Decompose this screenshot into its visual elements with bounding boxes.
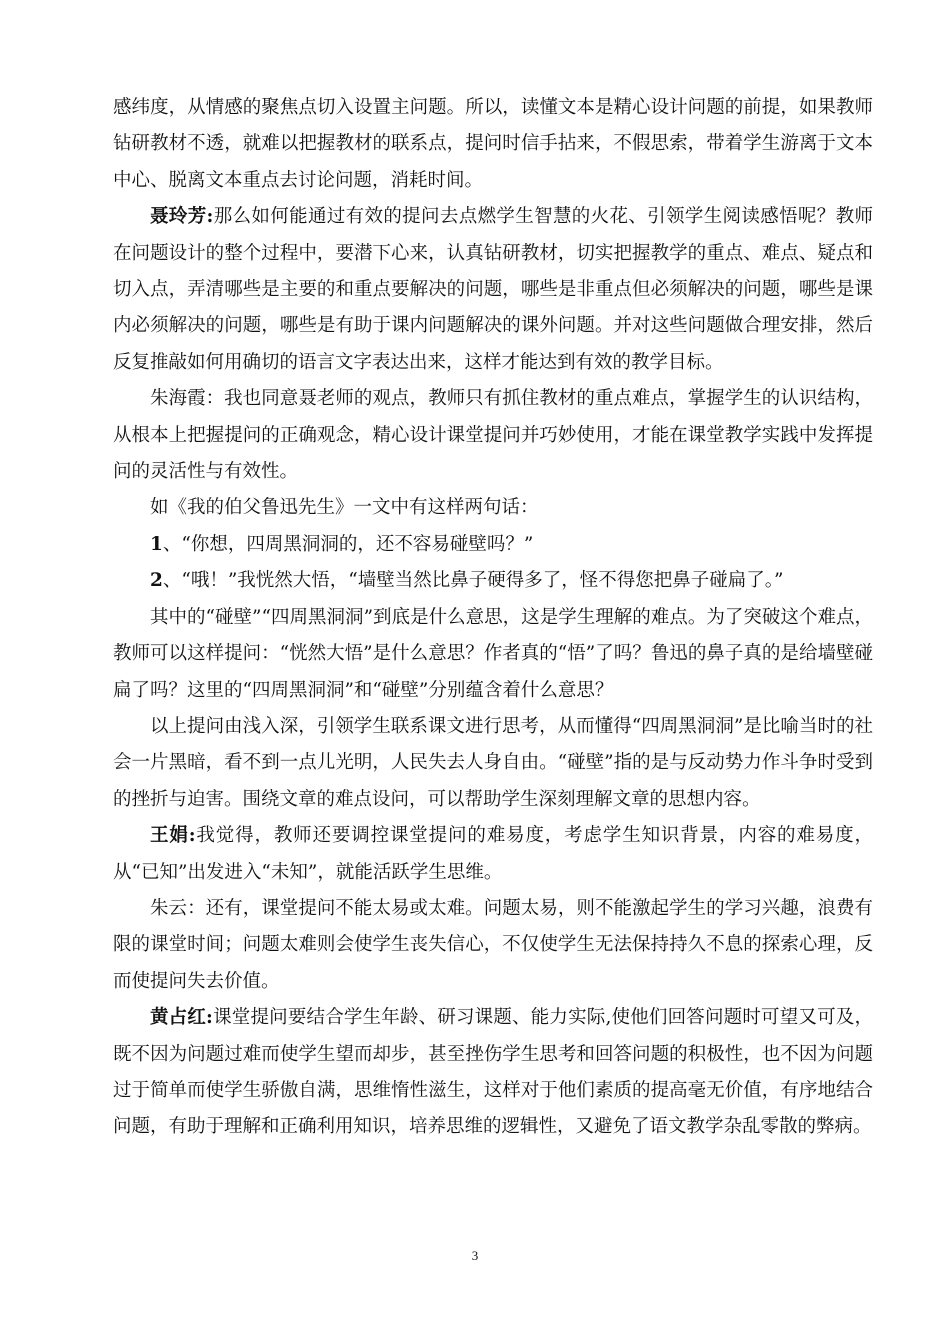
paragraph-text: 朱海霞：我也同意聂老师的观点，教师只有抓住教材的重点难点，掌握学生的认识结构，从根本上把握提问的正确观念，精心设计课堂提问并巧妙使用，才能在课堂教学实践中发挥提问的灵活性与有效性。 — [113, 388, 873, 483]
paragraph-text: 课堂提问要结合学生年龄、研习课题、能力实际,使他们回答问题时可望又可及，既不因为问题过难而使学生望而却步，甚至挫伤学生思考和回答问题的积极性，也不因为问题过于简单而使学生骄傲自满，思维惰性滋生，这样对于他们素质的提高毫无价值，有序地结合问题，有助于理解和正确利用知识，培养思维的逻辑性，又避免了语文教学杂乱零散的弊病。 — [113, 1007, 873, 1138]
paragraph — [113, 709, 873, 818]
paragraph — [113, 381, 873, 490]
paragraph — [113, 490, 873, 526]
paragraph-text: 、“哦！”我恍然大悟，“墙壁当然比鼻子硬得多了，怪不得您把鼻子碰扁了。” — [162, 570, 784, 592]
paragraph — [113, 563, 873, 599]
paragraph-text: 感纬度，从情感的聚焦点切入设置主问题。所以，读懂文本是精心设计问题的前提，如果教师钻研教材不透，就难以把握教材的联系点，提问时信手拈来，不假思索，带着学生游离于文本中心、脱离文本重点去讨论问题，消耗时间。 — [113, 97, 873, 191]
paragraph — [113, 1000, 873, 1146]
paragraph — [113, 199, 873, 381]
document-body — [113, 90, 873, 1146]
paragraph — [113, 90, 873, 199]
paragraph-text: 那么如何能通过有效的提问去点燃学生智慧的火花、引领学生阅读感悟呢？教师在问题设计的整个过程中，要潜下心来，认真钻研教材，切实把握教学的重点、难点、疑点和切入点，弄清哪些是主要的和重点要解决的问题，哪些是非重点但必须解决的问题，哪些是课内必须解决的问题，哪些是有助于课内问题解决的课外问题。并对这些问题做合理安排，然后反复推敲如何用确切的语言文字表达出来，这样才能达到有效的教学目标。 — [113, 206, 873, 373]
paragraph-text: 以上提问由浅入深，引领学生联系课文进行思考，从而懂得“四周黑洞洞”是比喻当时的社会一片黑暗，看不到一点儿光明，人民失去人身自由。“碰壁”指的是与反动势力作斗争时受到的挫折与迫害。围绕文章的难点设问，可以帮助学生深刻理解文章的思想内容。 — [113, 715, 873, 810]
paragraph-lead: 王娟: — [150, 825, 196, 847]
paragraph-lead: 2 — [150, 570, 163, 592]
paragraph-text: 如《我的伯父鲁迅先生》一文中有这样两句话： — [150, 497, 539, 519]
paragraph-lead: 黄占红: — [150, 1007, 213, 1029]
paragraph-text: 我觉得，教师还要调控课堂提问的难易度，考虑学生知识背景，内容的难易度，从“已知”出发进入“未知”，就能活跃学生思维。 — [113, 825, 873, 883]
paragraph — [113, 818, 873, 891]
paragraph — [113, 600, 873, 709]
paragraph-lead: 聂玲芳: — [150, 206, 214, 228]
paragraph-text: 、“你想，四周黑洞洞的，还不容易碰壁吗？” — [162, 533, 534, 555]
paragraph-lead: 1 — [150, 533, 163, 555]
paragraph-text: 朱云：还有，课堂提问不能太易或太难。问题太易，则不能激起学生的学习兴趣，浪费有限的课堂时间；问题太难则会使学生丧失信心，不仅使学生无法保持持久不息的探索心理，反而使提问失去价值。 — [113, 897, 873, 992]
paragraph — [113, 527, 873, 563]
paragraph — [113, 891, 873, 1000]
page-number: 3 — [471, 1248, 479, 1263]
paragraph-text: 其中的“碰壁”“四周黑洞洞”到底是什么意思，这是学生理解的难点。为了突破这个难点，教师可以这样提问：“恍然大悟”是什么意思？作者真的“悟”了吗？鲁迅的鼻子真的是给墙壁碰扁了吗？这里的“四周黑洞洞”和“碰壁”分别蕴含着什么意思？ — [113, 606, 873, 701]
